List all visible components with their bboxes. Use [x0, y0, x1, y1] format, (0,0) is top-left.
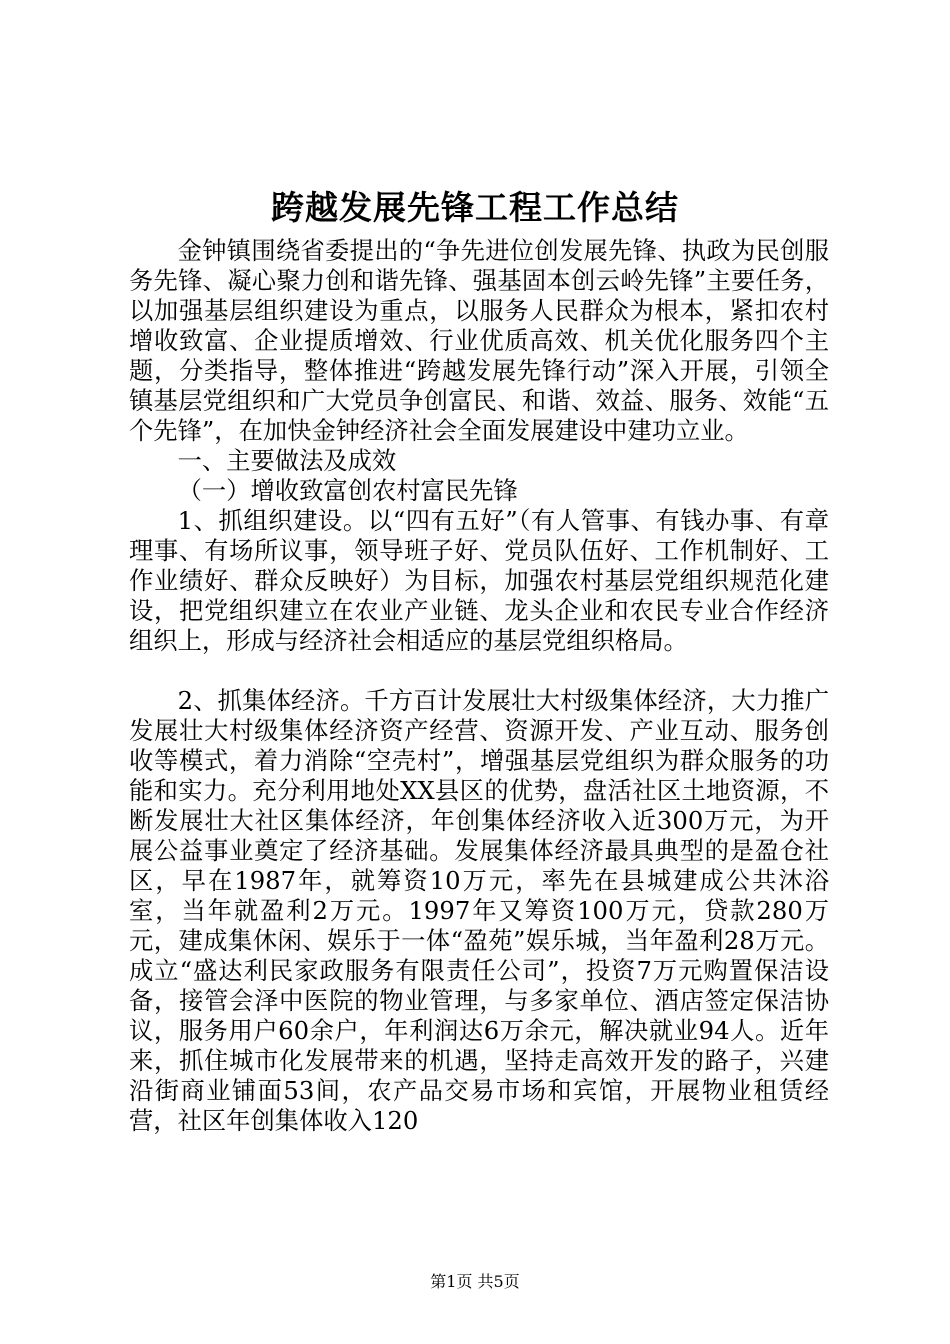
- document-title: 跨越发展先锋工程工作总结: [271, 188, 679, 227]
- document-body: [129, 236, 829, 1136]
- section-heading: 一、主要做法及成效: [177, 446, 397, 475]
- page-footer: 第1页 共5页: [430, 1272, 520, 1291]
- subsection-heading: （一）增收致富创农村富民先锋: [177, 476, 518, 505]
- paragraph-organization: 1、抓组织建设。以“四有五好”（有人管事、有钱办事、有章理事、有场所议事，领导班子好、党员队伍好、工作机制好、工作业绩好、群众反映好）为目标，加强农村基层党组织规范化建设，把党组织建立在农业产业链、龙头企业和农民专业合作经济组织上，形成与经济社会相适应的基层党组织格局。: [129, 506, 829, 655]
- paragraph-collective-economy: 2、抓集体经济。千方百计发展壮大村级集体经济，大力推广发展壮大村级集体经济资产经营、资源开发、产业互动、服务创收等模式，着力消除“空壳村”，增强基层党组织为群众服务的功能和实力。充分利用地处XX县区的优势，盘活社区土地资源，不断发展壮大社区集体经济，年创集体经济收入近300万元，为开展公益事业奠定了经济基础。发展集体经济最具典型的是盈仓社区，早在1987年，就筹资10万元，率先在县城建成公共沐浴室，当年就盈利2万元。1997年又筹资100万元，贷款280万元，建成集休闲、娱乐于一体“盈苑”娱乐城，当年盈利28万元。成立“盛达利民家政服务有限责任公司”，投资7万元购置保洁设备，接管会泽中医院的物业管理，与多家单位、酒店签定保洁协议，服务用户60余户，年利润达6万余元，解决就业94人。近年来，抓住城市化发展带来的机遇，坚持走高效开发的路子，兴建沿街商业铺面53间，农产品交易市场和宾馆，开展物业租赁经营，社区年创集体收入120: [129, 686, 829, 1135]
- paragraph-intro: 金钟镇围绕省委提出的“争先进位创发展先锋、执政为民创服务先锋、凝心聚力创和谐先锋、强基固本创云岭先锋”主要任务，以加强基层组织建设为重点，以服务人民群众为根本，紧扣农村增收致富、企业提质增效、行业优质高效、机关优化服务四个主题，分类指导，整体推进“跨越发展先锋行动”深入开展，引领全镇基层党组织和广大党员争创富民、和谐、效益、服务、效能“五个先锋”，在加快金钟经济社会全面发展建设中建功立业。: [129, 236, 829, 445]
